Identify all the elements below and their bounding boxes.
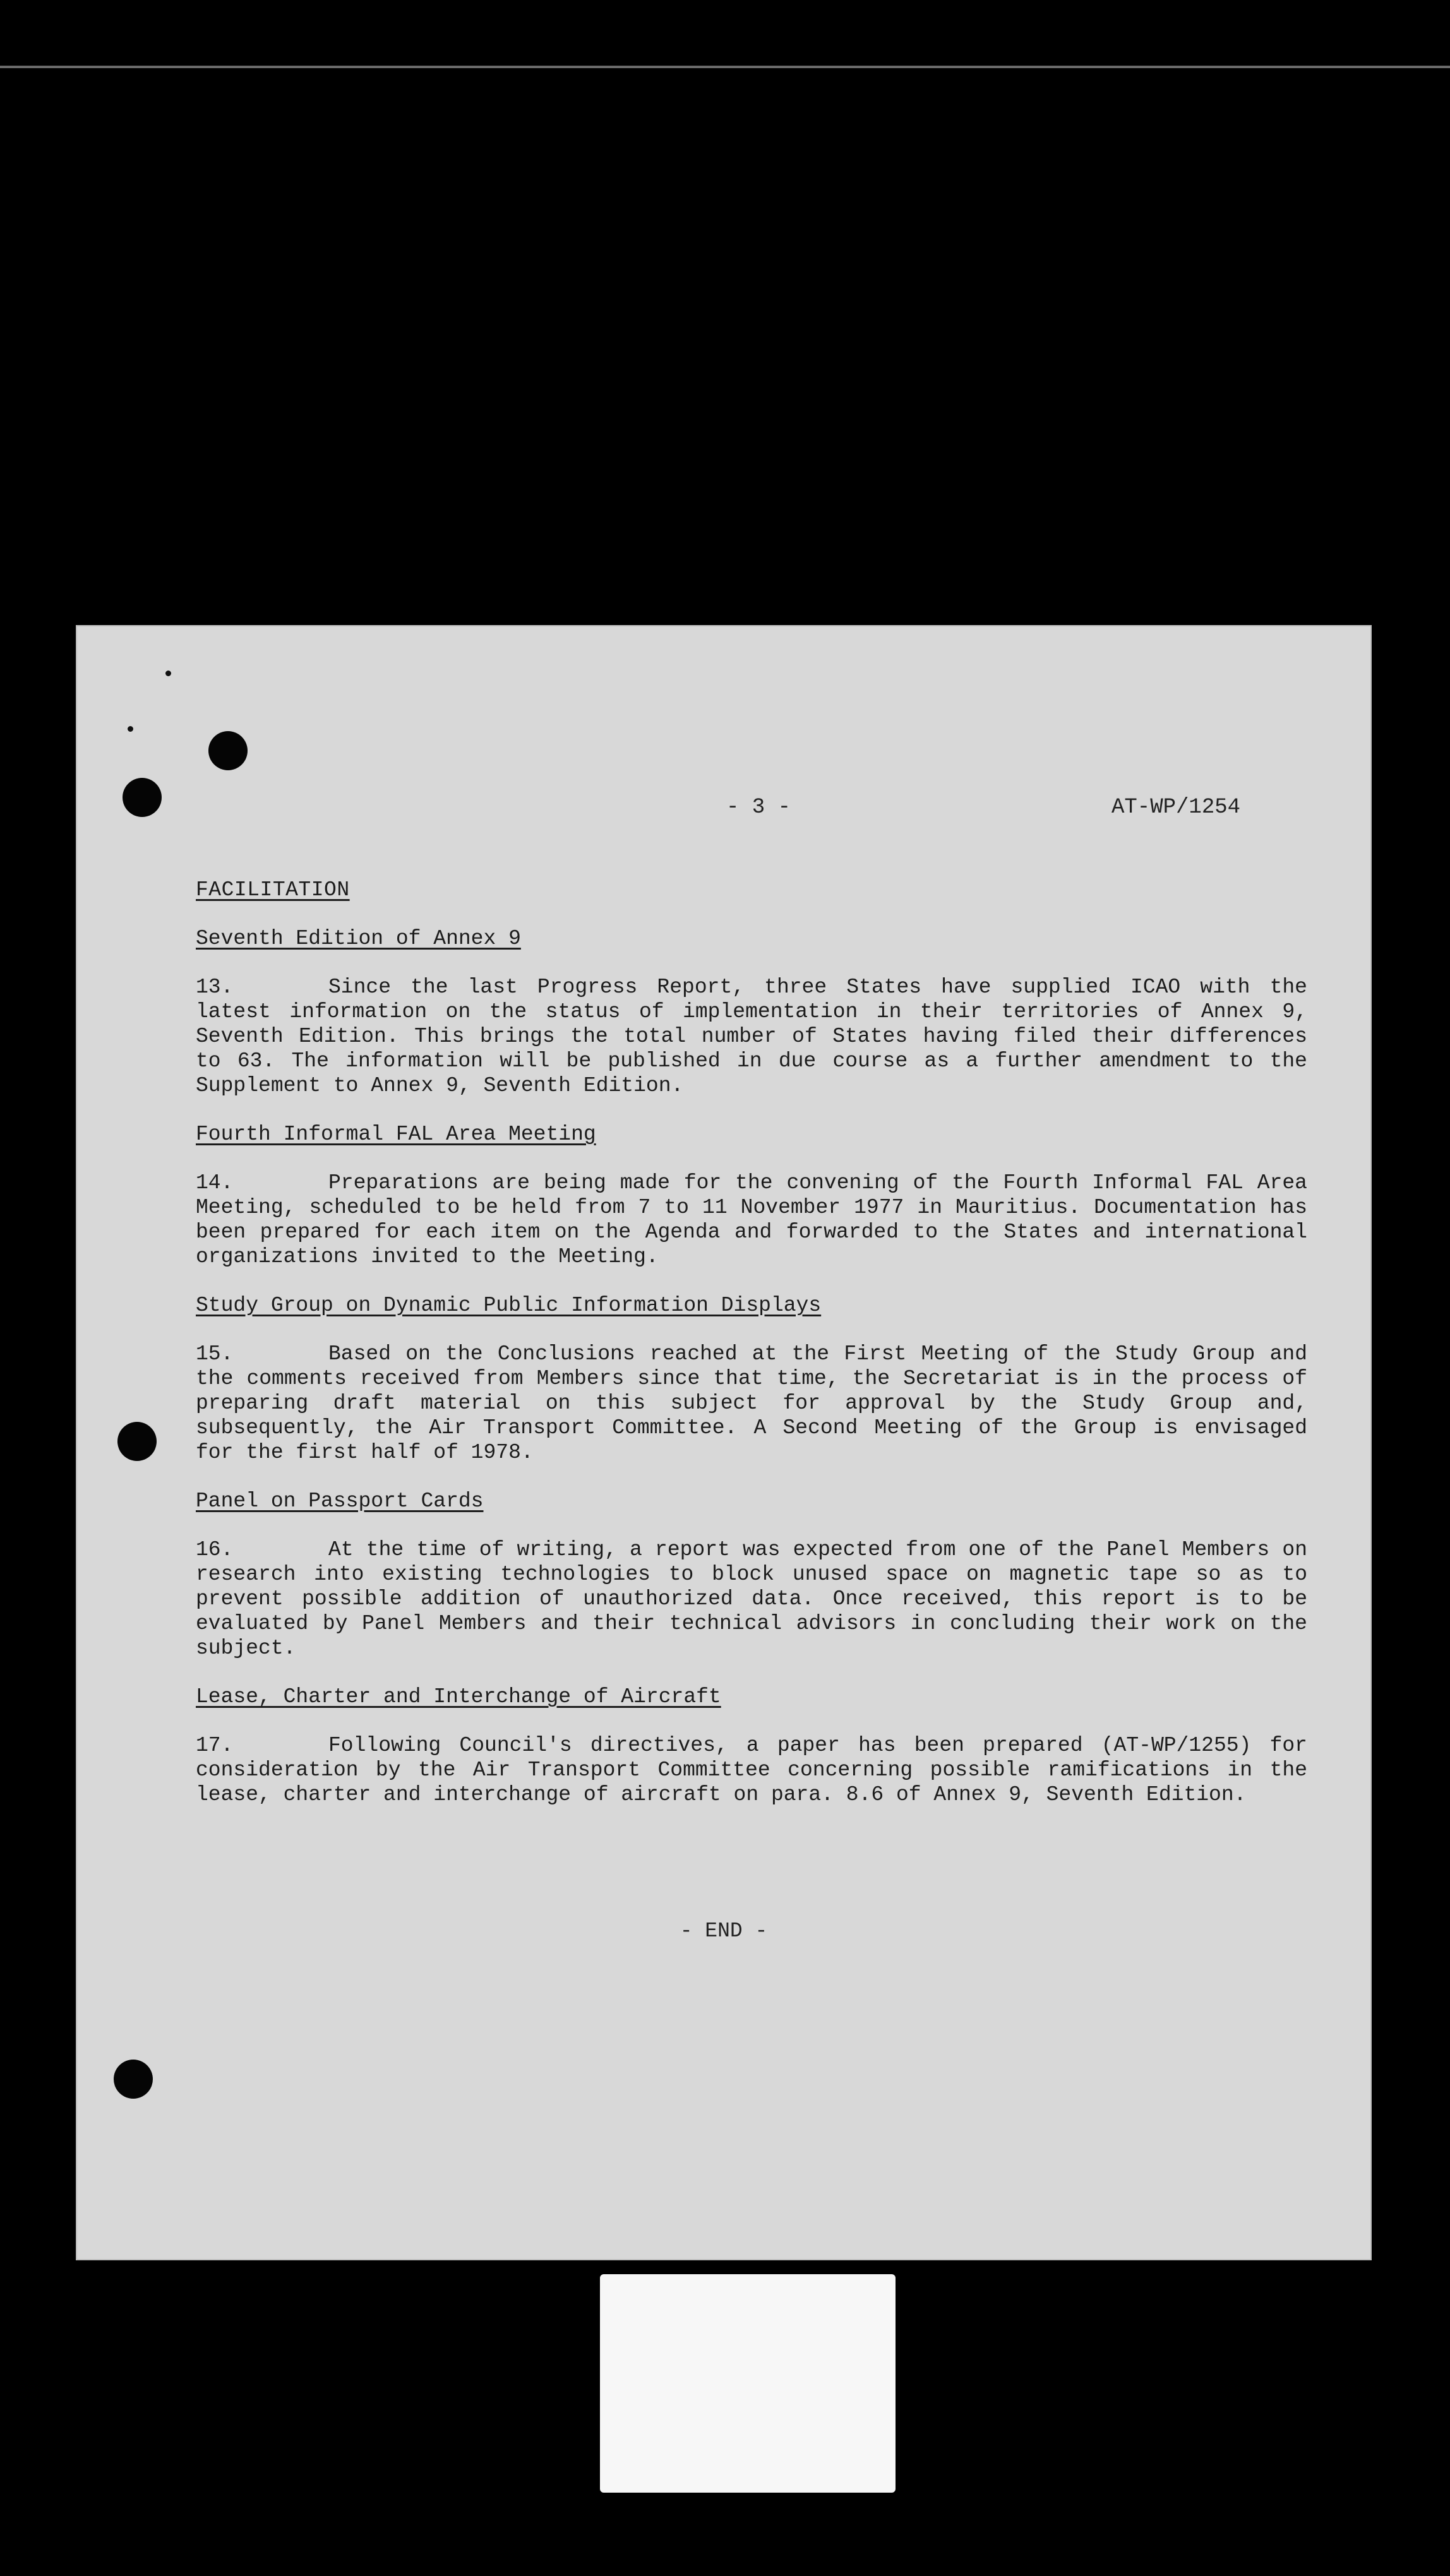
section-heading: Study Group on Dynamic Public Information Displays: [196, 1294, 822, 1317]
paragraph: [196, 1537, 1307, 1661]
document-body: [196, 878, 1307, 1831]
end-marker: - END -: [680, 1919, 768, 1943]
section-heading: Seventh Edition of Annex 9: [196, 927, 521, 950]
section-passport-cards: [196, 1489, 1307, 1661]
paragraph: [196, 1342, 1307, 1465]
punch-hole-bottom: [114, 2060, 153, 2099]
paragraph-text: Preparations are being made for the convening of the Fourth Informal FAL Area Meeting, scheduled to be held from 7 to 11 November 1977 in Mauritius. Documentation has been prepared for each item on the Agenda and forwarded to the States and international organizations invited to the Meeting.: [196, 1171, 1307, 1268]
section-heading: Panel on Passport Cards: [196, 1489, 484, 1513]
document-page: [76, 625, 1372, 2260]
section-annex-9: [196, 926, 1307, 1098]
paragraph-number: 17.: [196, 1734, 234, 1757]
punch-hole-middle: [117, 1422, 157, 1461]
paragraph-number: 14.: [196, 1171, 234, 1195]
document-reference: AT-WP/1254: [1111, 796, 1241, 820]
section-lease-charter: [196, 1685, 1307, 1807]
paragraph-text: Following Council's directives, a paper has been prepared (AT-WP/1255) for consideration by the Air Transport Committee concerning possible ramifications in the lease, charter and interchange of aircraft on para. 8.6 of Annex 9, Seventh Edition.: [196, 1734, 1307, 1806]
scan-speck: [128, 726, 133, 732]
page-number: - 3 -: [726, 796, 791, 820]
section-title: FACILITATION: [196, 878, 350, 902]
paragraph: [196, 975, 1307, 1098]
paragraph: [196, 1171, 1307, 1269]
scan-speck: [165, 671, 171, 676]
section-heading: Fourth Informal FAL Area Meeting: [196, 1123, 596, 1146]
paragraph: [196, 1733, 1307, 1807]
scan-edge-line: [0, 66, 1450, 68]
punch-hole-top: [123, 778, 162, 817]
section-study-group: [196, 1293, 1307, 1465]
section-fal-meeting: [196, 1122, 1307, 1269]
punch-hole-top-inner: [208, 731, 248, 770]
blank-paper-slip: [600, 2274, 896, 2493]
section-heading: Lease, Charter and Interchange of Aircraft: [196, 1685, 721, 1708]
paragraph-number: 15.: [196, 1342, 234, 1366]
paragraph-number: 13.: [196, 975, 234, 999]
paragraph-text: Based on the Conclusions reached at the First Meeting of the Study Group and the comments received from Members since that time, the Secretariat is in the process of preparing draft material on this subject for approval by the Study Group and, subsequently, the Air Transport Committee. A Second Meeting of the Group is envisaged for the first half of 1978.: [196, 1342, 1307, 1464]
paragraph-text: Since the last Progress Report, three States have supplied ICAO with the latest information on the status of implementation in their territories of Annex 9, Seventh Edition. This brings the total number of States having filed their differences to 63. The information will be published in due course as a further amendment to the Supplement to Annex 9, Seventh Edition.: [196, 975, 1307, 1097]
paragraph-number: 16.: [196, 1538, 234, 1561]
paragraph-text: At the time of writing, a report was expected from one of the Panel Members on research into existing technologies to block unused space on magnetic tape so as to prevent possible addition of unauthorized data. Once received, this report is to be evaluated by Panel Members and their technical advisors in concluding their work on the subject.: [196, 1538, 1307, 1660]
